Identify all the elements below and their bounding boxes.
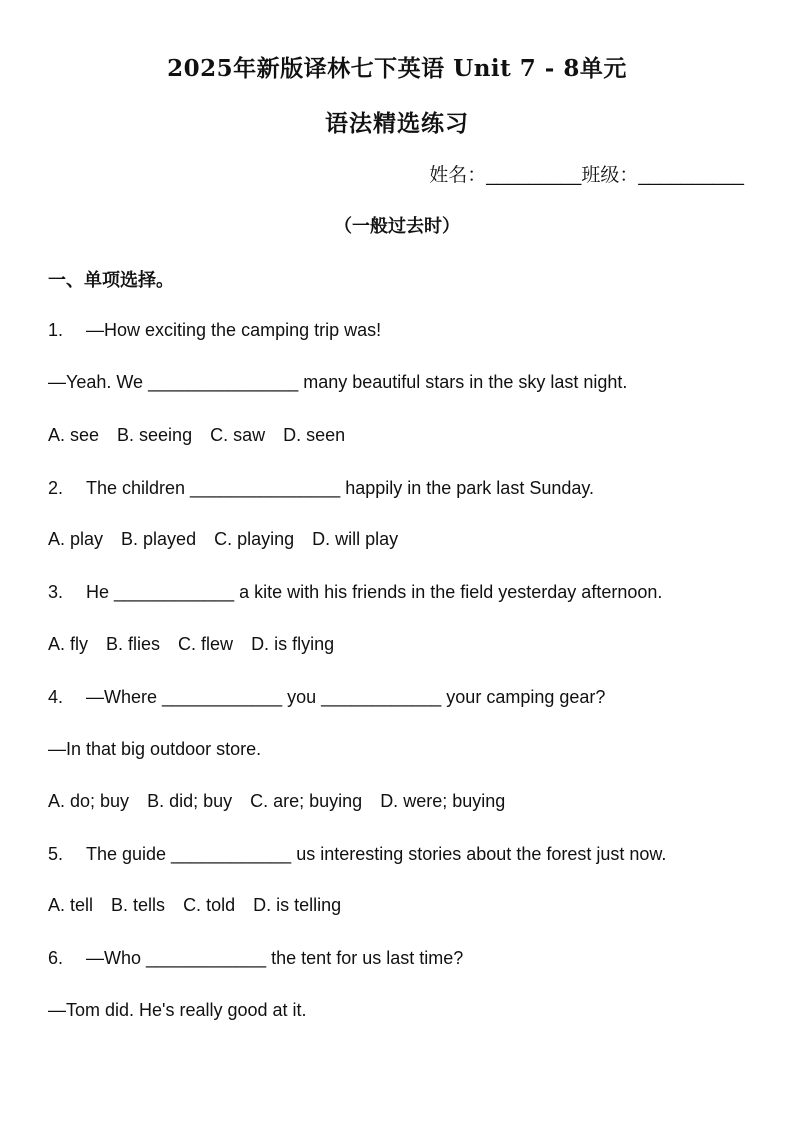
option-b: B. played bbox=[121, 529, 197, 549]
option-d: D. seen bbox=[283, 425, 346, 445]
question-text: He ____________ a kite with his friends in the field yesterday afternoon. bbox=[86, 582, 663, 602]
question-4-options bbox=[48, 791, 523, 812]
question-5-options bbox=[48, 895, 359, 916]
option-d: D. were; buying bbox=[380, 791, 506, 811]
option-c: C. saw bbox=[210, 425, 266, 445]
option-b: B. seeing bbox=[117, 425, 193, 445]
question-6 bbox=[48, 948, 463, 969]
question-6-line-2: —Tom did. He's really good at it. bbox=[48, 1000, 307, 1020]
question-number: 4. bbox=[48, 687, 64, 707]
question-3 bbox=[48, 582, 662, 603]
question-text: The guide ____________ us interesting stories about the forest just now. bbox=[86, 844, 667, 864]
option-b: B. flies bbox=[106, 634, 161, 654]
question-2 bbox=[48, 478, 594, 499]
question-5 bbox=[48, 844, 666, 865]
question-text: The children _______________ happily in the park last Sunday. bbox=[86, 478, 595, 498]
question-1-line-2: —Yeah. We _______________ many beautiful stars in the sky last night. bbox=[48, 372, 628, 392]
option-c: C. are; buying bbox=[250, 791, 363, 811]
option-d: D. will play bbox=[312, 529, 399, 549]
option-a: A. see bbox=[48, 425, 100, 445]
question-1 bbox=[48, 320, 381, 341]
option-a: A. tell bbox=[48, 895, 94, 915]
option-a: A. play bbox=[48, 529, 104, 549]
question-text: —Where ____________ you ____________ your camping gear? bbox=[86, 687, 606, 707]
option-d: D. is flying bbox=[251, 634, 335, 654]
name-class-line: 姓名：_________班级：__________ bbox=[429, 165, 744, 186]
question-1-options bbox=[48, 425, 363, 446]
option-c: C. told bbox=[183, 895, 236, 915]
option-a: A. fly bbox=[48, 634, 89, 654]
tense-heading: （一般过去时） bbox=[334, 216, 460, 237]
worksheet-title: 2025年新版译林七下英语 Unit 7 - 8单元 bbox=[167, 55, 627, 82]
question-number: 2. bbox=[48, 478, 64, 498]
worksheet-subtitle: 语法精选练习 bbox=[325, 110, 469, 137]
section-heading: 一、单项选择。 bbox=[48, 270, 174, 291]
option-d: D. is telling bbox=[253, 895, 342, 915]
option-b: B. did; buy bbox=[147, 791, 233, 811]
question-2-options bbox=[48, 529, 416, 550]
question-number: 3. bbox=[48, 582, 64, 602]
question-number: 1. bbox=[48, 320, 64, 340]
option-b: B. tells bbox=[111, 895, 166, 915]
question-4-line-2: —In that big outdoor store. bbox=[48, 739, 262, 759]
question-4 bbox=[48, 687, 605, 708]
option-c: C. playing bbox=[214, 529, 295, 549]
question-number: 6. bbox=[48, 948, 64, 968]
option-c: C. flew bbox=[178, 634, 234, 654]
option-a: A. do; buy bbox=[48, 791, 130, 811]
question-text: —How exciting the camping trip was! bbox=[86, 320, 382, 340]
question-3-options bbox=[48, 634, 352, 655]
question-text: —Who ____________ the tent for us last time? bbox=[86, 948, 464, 968]
question-number: 5. bbox=[48, 844, 64, 864]
